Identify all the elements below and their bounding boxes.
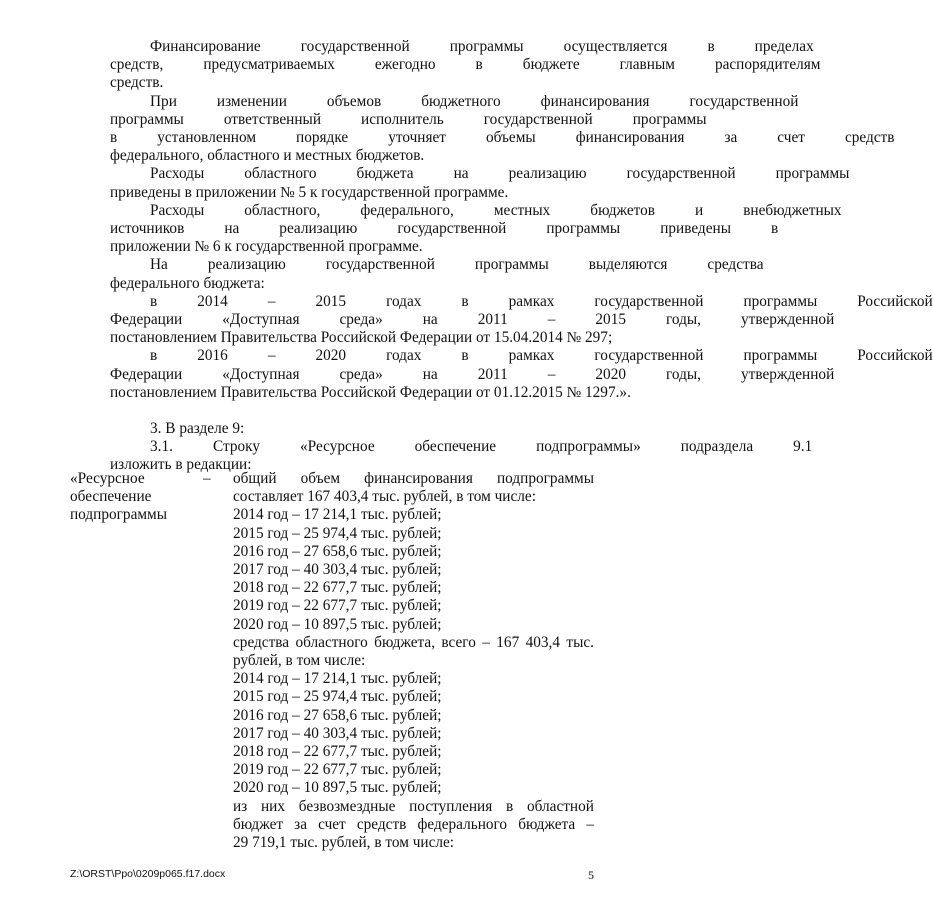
- section-heading: [70, 420, 594, 438]
- text-line: в 2016 – 2020 годах в рамках государственной программы Российской: [150, 347, 933, 365]
- text-line: Расходы областного бюджета на реализацию государственной программы: [150, 165, 850, 183]
- text-line: Финансирование государственной программы осуществляется в пределах: [150, 38, 814, 55]
- text-line: средств, предусматриваемых ежегодно в бюджете главным распорядителям: [110, 56, 821, 74]
- page-number: 5: [588, 868, 594, 882]
- text-line: 29 719,1 тыс. рублей, в том числе:: [233, 834, 455, 852]
- text-line: При изменении объемов бюджетного финансирования государственной: [150, 92, 799, 110]
- text-line: средства областного бюджета, всего – 167 403,4 тыс.: [233, 633, 594, 651]
- text-line: средств.: [110, 74, 164, 92]
- text-line: федерального, областного и местных бюджетов.: [110, 147, 425, 165]
- text-line: Расходы областного, федерального, местных бюджетов и внебюджетных: [150, 201, 842, 219]
- text-line: Федерации «Доступная среда» на 2011 – 2020 годы, утвержденной: [110, 365, 835, 383]
- text-line: 2017 год – 40 303,4 тыс. рублей;: [233, 561, 442, 579]
- text-line: 2017 год – 40 303,4 тыс. рублей;: [233, 724, 442, 742]
- document-body: [70, 38, 933, 475]
- table-dash: –: [203, 470, 211, 487]
- text-line: 2018 год – 22 677,7 тыс. рублей;: [233, 743, 442, 761]
- page-footer: [70, 868, 594, 883]
- paragraph: [70, 256, 764, 292]
- text-line: 2016 год – 27 658,6 тыс. рублей;: [233, 542, 442, 560]
- file-path: Z:\ORST\Ppo\0209p065.f17.docx: [70, 868, 226, 880]
- text-line: 2015 год – 25 974,4 тыс. рублей;: [233, 688, 442, 706]
- paragraph: [70, 165, 850, 201]
- text-line: 2020 год – 10 897,5 тыс. рублей;: [233, 779, 442, 797]
- paragraph: [70, 347, 933, 402]
- text-line: из них безвозмездные поступления в областной: [233, 797, 594, 815]
- text-line: подпрограммы: [70, 506, 168, 524]
- table-left-column: [70, 470, 220, 525]
- text-line: источников на реализацию государственной программы приведены в: [110, 220, 779, 238]
- text-line: в установленном порядке уточняет объемы финансирования за счет средств: [110, 129, 895, 147]
- text-line: федерального бюджета:: [110, 274, 265, 292]
- text-line: постановлением Правительства Российской Федерации от 15.04.2014 № 297;: [110, 329, 613, 347]
- text-line: обеспечение: [70, 488, 152, 506]
- paragraph: [70, 92, 895, 166]
- paragraph: [70, 38, 821, 93]
- text-line: приложении № 6 к государственной программе.: [110, 238, 423, 256]
- text-line: постановлением Правительства Российской Федерации от 01.12.2015 № 1297.».: [110, 383, 631, 401]
- text-line: 2014 год – 17 214,1 тыс. рублей;: [233, 506, 442, 524]
- text-line: 2016 год – 27 658,6 тыс. рублей;: [233, 706, 442, 724]
- text-line: бюджет за счет средств федерального бюджета –: [233, 815, 594, 833]
- text-line: «Ресурсное: [70, 470, 145, 487]
- text-line: рублей, в том числе:: [233, 652, 366, 670]
- paragraph: [70, 201, 842, 257]
- text-line: 2014 год – 17 214,1 тыс. рублей;: [233, 670, 442, 688]
- text-line: общий объем финансирования подпрограммы: [233, 470, 594, 487]
- text-line: На реализацию государственной программы выделяются средства: [150, 256, 764, 274]
- text-line: программы ответственный исполнитель государственной программы: [110, 110, 707, 128]
- text-line: в 2014 – 2015 годах в рамках государственной программы Российской: [150, 292, 933, 310]
- text-line: Федерации «Доступная среда» на 2011 – 2015 годы, утвержденной: [110, 311, 835, 329]
- text-line: 2015 год – 25 974,4 тыс. рублей;: [233, 524, 442, 542]
- text-line: 2020 год – 10 897,5 тыс. рублей;: [233, 615, 442, 633]
- text-line: изложить в редакции:: [110, 456, 252, 474]
- text-line: 2019 год – 22 677,7 тыс. рублей;: [233, 761, 442, 779]
- text-line: 3. В разделе 9:: [150, 420, 245, 438]
- text-line: составляет 167 403,4 тыс. рублей, в том числе:: [233, 488, 536, 506]
- text-line: 2019 год – 22 677,7 тыс. рублей;: [233, 597, 442, 615]
- text-line: 2018 год – 22 677,7 тыс. рублей;: [233, 579, 442, 597]
- text-line: приведены в приложении № 5 к государственной программе.: [110, 183, 509, 201]
- table-right-column: [233, 470, 594, 852]
- text-line: 3.1. Строку «Ресурсное обеспечение подпрограммы» подраздела 9.1: [150, 438, 813, 456]
- paragraph: [70, 292, 933, 348]
